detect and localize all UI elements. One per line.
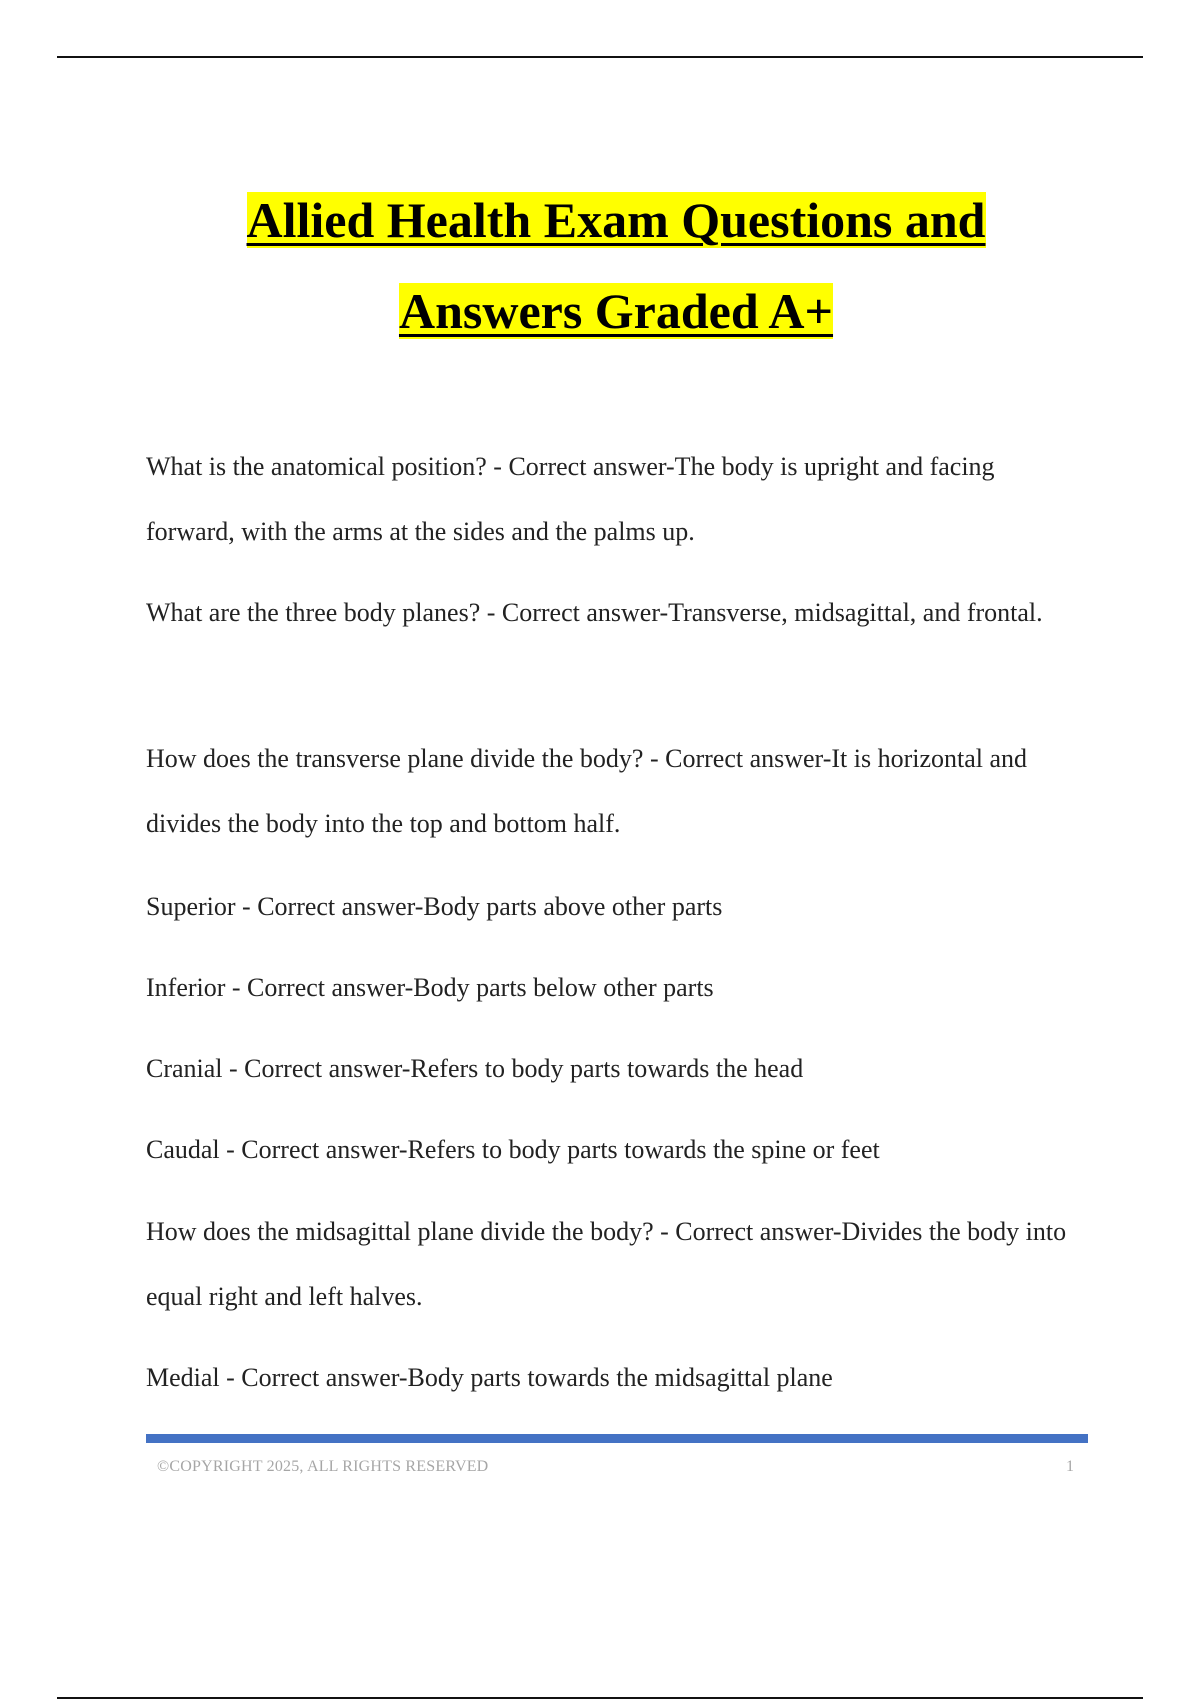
qa-entry: Cranial - Correct answer-Refers to body parts towards the head (146, 1054, 804, 1083)
top-rule (57, 56, 1143, 58)
qa-entry: Medial - Correct answer-Body parts towards the midsagittal plane (146, 1363, 833, 1392)
footer-copyright: ©COPYRIGHT 2025, ALL RIGHTS RESERVED (157, 1458, 489, 1475)
bottom-rule (57, 1697, 1143, 1699)
qa-entry: What are the three body planes? - Correct answer-Transverse, midsagittal, and frontal. (146, 598, 1043, 627)
qa-entry: Caudal - Correct answer-Refers to body parts towards the spine or feet (146, 1135, 880, 1164)
title-line-2: Answers Graded A+ (398, 283, 834, 339)
qa-entry: What is the anatomical position? - Correct answer-The body is upright and facing forward, with the arms at the sides and the palms up. (146, 452, 995, 546)
qa-entry: How does the midsagittal plane divide the body? - Correct answer-Divides the body into equal right and left halves. (146, 1217, 1067, 1311)
qa-entry: How does the transverse plane divide the body? - Correct answer-It is horizontal and divides the body into the top and bottom half. (146, 744, 1028, 838)
document-title (0, 175, 1200, 357)
title-line-1: Allied Health Exam Questions and (246, 192, 986, 248)
qa-entry: Inferior - Correct answer-Body parts below other parts (146, 973, 714, 1002)
qa-entry: Superior - Correct answer-Body parts above other parts (146, 892, 723, 921)
footer-bar (146, 1434, 1088, 1443)
page-number: 1 (1066, 1458, 1074, 1475)
